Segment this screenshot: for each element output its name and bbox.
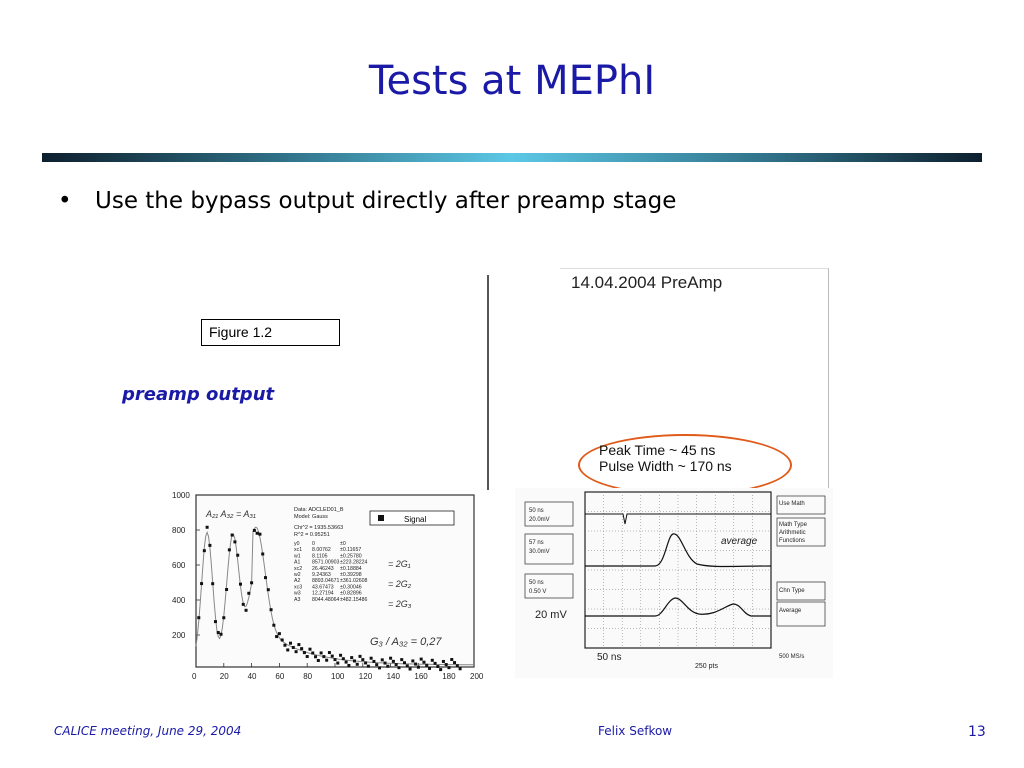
data-point [434,662,437,665]
fit-param-cell: ±0.25780 [340,553,362,560]
data-point [203,549,206,552]
data-point [392,660,395,663]
data-point [334,658,337,661]
fit-r2: R^2 = 0.95251 [294,532,330,538]
data-point [384,662,387,665]
fit-param-cell: 8.1105 [312,553,328,560]
fit-param-cell: 8893.04671 [312,578,340,585]
y-tick-label: 1000 [172,491,190,500]
data-point [270,608,273,611]
fit-param-cell: xc3 [294,584,303,591]
scope-right-panel-text: 500 MS/s [779,654,805,660]
data-point [422,661,425,664]
data-point [217,631,220,634]
scope-left-panel-text: 20.0mV [529,517,550,523]
data-point [308,648,311,651]
data-point [236,554,239,557]
data-point [239,583,242,586]
data-point [339,654,342,657]
scope-vscale: 20 mV [535,609,567,621]
data-point [400,658,403,661]
preamp-output-label: preamp output [122,384,275,405]
data-point [436,665,439,668]
data-point [397,666,400,669]
data-point [225,588,228,591]
fit-param-cell: A2 [294,578,301,585]
x-tick-label: 40 [247,672,257,681]
data-point [428,667,431,670]
x-tick-label: 80 [303,672,313,681]
fit-param-cell: 0 [312,541,315,547]
footer-author: Felix Sefkow [598,724,673,738]
peak-time-text: Peak Time ~ 45 ns [599,442,716,458]
fit-param-cell: 9.24363 [312,572,331,578]
data-point [328,651,331,654]
data-point [336,662,339,665]
data-point [420,658,423,661]
fit-chi2: Chi^2 = 1935.53663 [294,525,344,531]
data-point [345,661,348,664]
page-number: 13 [968,724,986,740]
data-point [258,533,261,536]
data-point [272,624,275,627]
scope-tscale: 50 ns [597,652,622,663]
data-point [350,656,353,659]
fit-param-cell: A1 [294,559,301,566]
fit-param-cell: 8571.00903 [312,559,340,566]
fit-param-cell: ±0.18884 [340,565,362,572]
data-point [278,632,281,635]
fit-param-cell: ±0.82896 [340,590,362,597]
fit-param-cell: ±361.02608 [340,578,368,585]
scan-divider-line [487,275,489,490]
data-point [372,660,375,663]
data-point [342,657,345,660]
data-point [317,659,320,662]
histogram-plot [170,487,484,687]
bullet-dot: • [58,188,72,214]
data-point [253,529,256,532]
data-point [320,651,323,654]
data-point [406,664,409,667]
y-tick-label: 200 [172,631,186,640]
y-tick-label: 400 [172,596,186,605]
data-point [289,642,292,645]
data-point [447,666,450,669]
data-point [295,650,298,653]
scope-right-panel-text: Functions [779,538,806,544]
fit-param-cell: ±0.11657 [340,547,362,554]
x-tick-label: 120 [358,672,373,681]
x-tick-label: 0 [192,672,197,681]
y-tick-label: 600 [172,561,186,570]
data-point [417,666,420,669]
data-point [245,609,248,612]
scope-right-panel-text: Chn Type [779,588,805,594]
oscilloscope-screen [515,488,833,678]
data-point [200,582,203,585]
fit-param-cell: xc2 [294,565,303,572]
fit-param-cell: 8.00762 [312,547,331,554]
data-point [414,663,417,666]
fit-model: Model: Gauss [294,514,328,520]
x-tick-label: 200 [470,672,484,681]
fit-param-cell: y0 [294,541,300,547]
data-point [364,661,367,664]
data-point [378,666,381,669]
x-tick-label: 180 [442,672,456,681]
data-point [442,660,445,663]
data-point [386,665,389,668]
annotation-ratio: G₃ / A₃₂ = 0,27 [370,636,442,648]
y-tick-label: 800 [172,526,186,535]
data-point [453,661,456,664]
data-point [456,664,459,667]
annotation-sigma3: = 2G₃ [388,599,412,609]
data-point [233,540,236,543]
x-tick-label: 20 [219,672,229,681]
x-tick-label: 160 [414,672,428,681]
fit-param-cell: 8044.48064 [312,596,340,603]
data-point [211,582,214,585]
data-point [356,663,359,666]
fit-param-cell: w1 [294,553,301,560]
fit-param-cell: ±0.39298 [340,572,362,578]
title-underline-bar [42,153,982,162]
data-point [256,532,259,535]
data-point [411,659,414,662]
data-point [297,643,300,646]
fit-param-cell: 43.67473 [312,584,334,591]
scope-left-panel-text: 50 ns [529,580,544,586]
data-point [450,658,453,661]
data-point [395,663,398,666]
data-point [267,588,270,591]
data-point [231,534,234,537]
annotation-sigma1: = 2G₁ [388,559,411,569]
data-point [250,581,253,584]
data-point [381,658,384,661]
fit-param-cell: w3 [294,590,301,597]
legend-signal: Signal [404,515,427,524]
data-point [347,664,350,667]
data-point [286,648,289,651]
figure-label-box: Figure 1.2 [201,319,340,346]
bullet-text: Use the bypass output directly after preamp stage [95,188,677,214]
data-point [403,661,406,664]
data-point [311,651,314,654]
data-point [264,576,267,579]
data-point [275,635,278,638]
x-tick-label: 100 [331,672,345,681]
data-point [208,544,211,547]
scope-points: 250 pts [695,663,718,670]
data-point [431,659,434,662]
data-point [445,663,448,666]
scope-right-panel-text: Average [779,608,802,614]
scope-right-panel-text: Use Math [779,501,805,507]
fit-param-cell: xc1 [294,547,303,554]
data-point [283,644,286,647]
footer-meeting: CALICE meeting, June 29, 2004 [54,724,242,738]
data-point [281,638,284,641]
data-point [206,526,209,529]
data-point [197,616,200,619]
data-point [306,655,309,658]
annotation-a-labels: A₂₁ A₃₂ = A₃₁ [206,509,256,519]
data-point [303,651,306,654]
scope-trace-label: average [721,536,758,547]
data-point [361,658,364,661]
data-point [261,552,264,555]
x-tick-label: 60 [275,672,285,681]
slide-title: Tests at MEPhI [368,58,656,104]
fit-param-cell: ±482.15486 [340,596,368,603]
data-point [370,657,373,660]
data-point [222,616,225,619]
scope-right-panel-text: Arithmetic [779,530,806,536]
data-point [322,655,325,658]
data-point [425,664,428,667]
fit-param-cell: 12.27194 [312,590,334,597]
data-point [367,665,370,668]
fit-param-cell: ±223.28224 [340,559,368,566]
scope-left-panel-text: 30.0mV [529,549,550,555]
scope-date-label: 14.04.2004 PreAmp [571,273,723,292]
data-point [331,655,334,658]
data-point [242,603,245,606]
fit-param-cell: 26.46243 [312,565,334,572]
data-point [220,633,223,636]
data-point [439,668,442,671]
data-point [247,592,250,595]
annotation-sigma2: = 2G₂ [388,579,412,589]
data-point [359,655,362,658]
data-point [409,668,412,671]
scope-left-panel-text: 50 ns [529,508,544,514]
data-point [292,646,295,649]
scope-left-panel-text: 0.50 V [529,589,547,595]
peak-info [599,442,732,474]
fit-param-cell: ±0.30046 [340,584,362,591]
data-point [314,655,317,658]
fit-param-cell: A3 [294,596,301,603]
data-point [459,667,462,670]
fit-data-name: Data: ADCLED01_B [294,507,344,513]
data-point [300,647,303,650]
data-point [353,659,356,662]
fit-param-cell: ±0 [340,541,346,547]
data-point [375,663,378,666]
scope-right-panel-text: Math Type [779,522,807,528]
data-point [389,657,392,660]
scope-left-panel-text: 57 ns [529,540,544,546]
data-point [228,548,231,551]
x-tick-label: 140 [386,672,400,681]
fit-param-cell: w2 [294,572,301,578]
pulse-width-text: Pulse Width ~ 170 ns [599,458,732,474]
data-point [325,659,328,662]
data-point [214,620,217,623]
